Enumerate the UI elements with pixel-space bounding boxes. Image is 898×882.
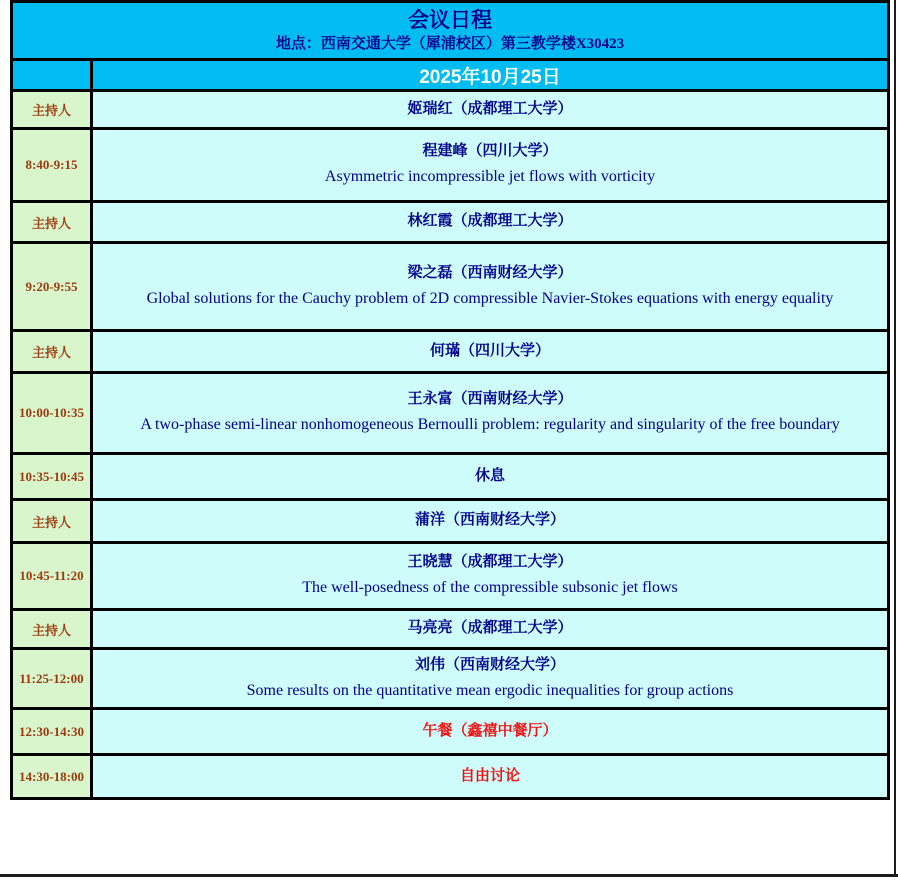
talk-title: Some results on the quantitative mean ergodic inequalities for group actions (246, 681, 734, 699)
table-row (13, 92, 887, 130)
table-row (13, 130, 887, 203)
table-row (13, 756, 887, 797)
break-cell (93, 455, 887, 498)
table-row (13, 710, 887, 756)
talk-cell (93, 650, 887, 707)
host-cell (93, 92, 887, 127)
host-label: 主持人 (13, 501, 93, 541)
time-cell: 10:35-10:45 (13, 455, 93, 498)
page-edge-right (894, 0, 896, 877)
host-label: 主持人 (13, 92, 93, 127)
host-label: 主持人 (13, 332, 93, 371)
time-cell: 10:00-10:35 (13, 374, 93, 452)
time-cell: 11:25-12:00 (13, 650, 93, 707)
lunch-text: 午餐（鑫禧中餐厅） (422, 722, 558, 739)
schedule-table (10, 0, 890, 800)
time-cell: 12:30-14:30 (13, 710, 93, 753)
table-row (13, 244, 887, 332)
table-row (13, 611, 887, 650)
host-label: 主持人 (13, 611, 93, 647)
page-edge-bottom (0, 874, 898, 877)
time-cell: 10:45-11:20 (13, 544, 93, 608)
location-text: 地点：西南交通大学（犀浦校区）第三教学楼X30423 (275, 35, 625, 52)
page-title: 会议日程 (408, 7, 492, 32)
table-row (13, 544, 887, 611)
talk-title: Global solutions for the Cauchy problem of 2D compressible Navier-Stokes equations with energy equality (146, 289, 834, 307)
host-cell (93, 332, 887, 371)
host-cell (93, 611, 887, 647)
host-cell (93, 203, 887, 241)
free-discussion-text: 自由讨论 (459, 767, 520, 784)
date-row-empty-cell (13, 61, 93, 89)
speaker-name: 刘伟（西南财经大学） (414, 656, 565, 673)
table-header (13, 3, 887, 61)
table-row (13, 455, 887, 501)
speaker-name: 王永富（西南财经大学） (407, 391, 573, 408)
date-text: 2025年10月25日 (419, 66, 561, 88)
free-discussion-cell (93, 756, 887, 797)
table-row (13, 374, 887, 455)
date-row (13, 61, 887, 92)
table-row (13, 650, 887, 710)
time-cell: 8:40-9:15 (13, 130, 93, 200)
host-name: 何璊（四川大学） (429, 342, 550, 359)
talk-cell (93, 244, 887, 329)
host-label: 主持人 (13, 203, 93, 241)
host-name: 蒲洋（西南财经大学） (414, 512, 565, 529)
lunch-cell (93, 710, 887, 753)
host-cell (93, 501, 887, 541)
time-cell: 14:30-18:00 (13, 756, 93, 797)
host-name: 姬瑞红（成都理工大学） (407, 100, 573, 117)
talk-title: A two-phase semi-linear nonhomogeneous Bernoulli problem: regularity and singularity of the free boundary (140, 416, 840, 434)
speaker-name: 梁之磊（西南财经大学） (407, 264, 573, 281)
time-cell: 9:20-9:55 (13, 244, 93, 329)
table-row (13, 332, 887, 374)
talk-title: Asymmetric incompressible jet flows with vorticity (324, 168, 656, 186)
speaker-name: 王晓慧（成都理工大学） (407, 554, 573, 571)
speaker-name: 程建峰（四川大学） (422, 143, 558, 160)
host-name: 林红霞（成都理工大学） (407, 213, 573, 230)
talk-cell (93, 130, 887, 200)
talk-cell (93, 544, 887, 608)
date-cell (93, 61, 887, 89)
talk-cell (93, 374, 887, 452)
talk-title: The well-posedness of the compressible subsonic jet flows (302, 579, 678, 597)
host-name: 马亮亮（成都理工大学） (407, 620, 573, 637)
break-text: 休息 (474, 467, 505, 484)
table-row (13, 203, 887, 244)
table-row (13, 501, 887, 544)
